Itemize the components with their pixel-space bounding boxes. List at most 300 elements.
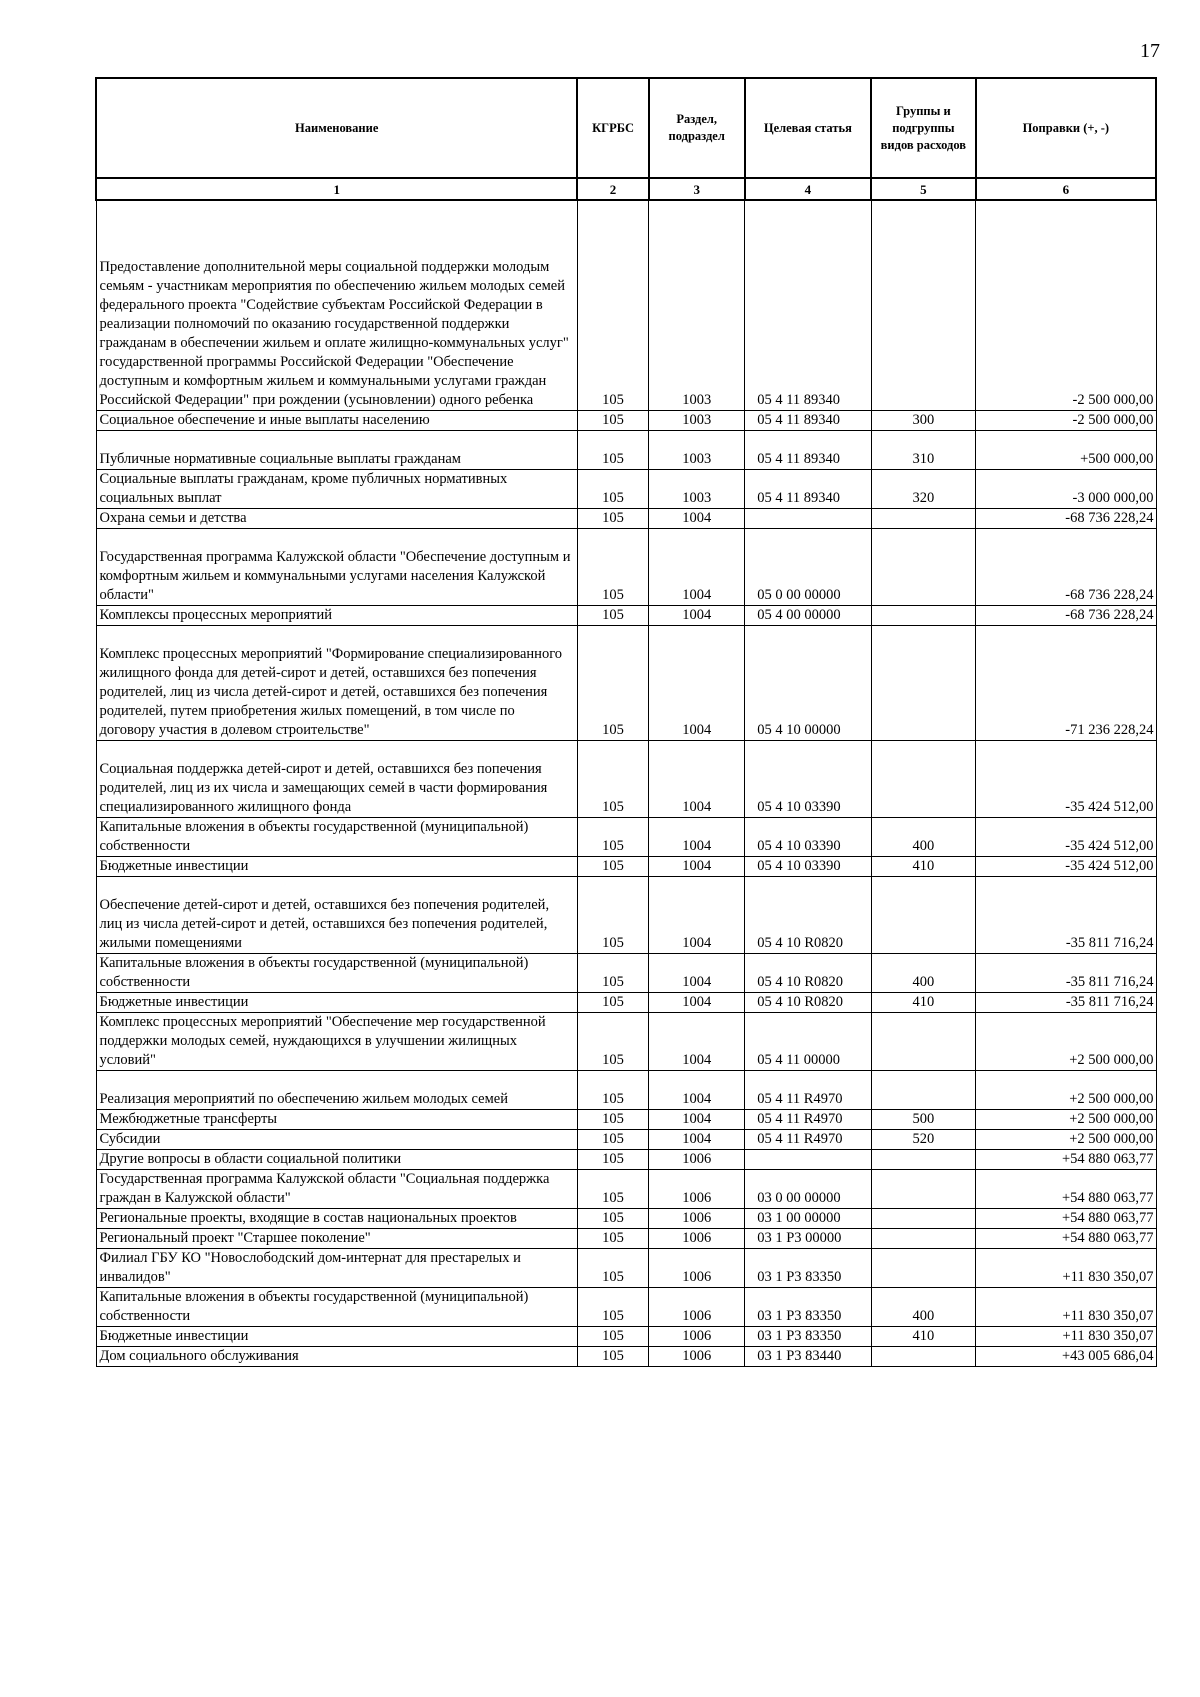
cell-kgrbs	[577, 529, 648, 606]
cell-razdel	[649, 818, 745, 857]
cell-text: Комплекс процессных мероприятий "Обеспечение мер государственной поддержки молодых семей, нуждающихся в улучшении жилищных условий"	[99, 1014, 546, 1068]
cell-text: 410	[912, 858, 935, 874]
cell-name	[96, 741, 577, 818]
cell-amount	[976, 857, 1156, 877]
cell-text: Капитальные вложения в объекты государственной (муниципальной) собственности	[99, 819, 529, 854]
cell-text: -71 236 228,24	[1065, 722, 1154, 738]
cell-text: 05 0 00 00000	[757, 587, 841, 603]
cell-text: 05 4 11 89340	[757, 392, 841, 408]
column-number-row	[96, 178, 1156, 200]
cell-razdel	[649, 200, 745, 411]
cell-text: 1003	[682, 412, 712, 428]
cell-text: Региональный проект "Старшее поколение"	[99, 1230, 371, 1246]
cell-text: 500	[912, 1111, 935, 1127]
cell-cel	[745, 993, 871, 1013]
cell-razdel	[649, 1249, 745, 1288]
cell-amount	[976, 993, 1156, 1013]
cell-razdel	[649, 626, 745, 741]
cell-text: 1004	[682, 799, 712, 815]
table-row	[96, 1249, 1156, 1288]
cell-text: 1006	[682, 1308, 712, 1324]
cell-cel	[745, 1071, 871, 1110]
cell-text: 05 4 11 R4970	[757, 1091, 843, 1107]
cell-text: 05 4 11 89340	[757, 412, 841, 428]
cell-text: 05 4 10 R0820	[757, 994, 844, 1010]
table-row	[96, 1170, 1156, 1209]
cell-amount	[976, 1130, 1156, 1150]
cell-vid	[871, 954, 976, 993]
cell-text: 03 1 P3 83440	[757, 1348, 842, 1364]
cell-cel	[745, 741, 871, 818]
cell-amount	[976, 606, 1156, 626]
cell-text: Капитальные вложения в объекты государственной (муниципальной) собственности	[99, 955, 529, 990]
cell-text: 1004	[682, 510, 712, 526]
cell-text: Предоставление дополнительной меры социальной поддержки молодым семьям - участникам мероприятия по обеспечению жильем молодых семей федерального проекта "Содействие субъектам Российской Федерации в реализации полномочий по оказанию государственной поддержки гражданам в обеспечении жильем и оплате жилищно-коммунальных услуг" государственной программы Российской Федерации "Обеспечение доступным и комфортным жильем и коммунальными услугами граждан Российской Федерации" при рождении (усыновлении) одного ребенка	[99, 259, 569, 408]
cell-vid	[871, 411, 976, 431]
cell-razdel	[649, 470, 745, 509]
cell-razdel	[649, 1229, 745, 1249]
cell-text: -35 424 512,00	[1065, 799, 1154, 815]
cell-text: 1006	[682, 1190, 712, 1206]
header-cel: Целевая статья	[745, 78, 871, 178]
cell-text: -35 811 716,24	[1065, 994, 1154, 1010]
cell-text: 05 4 10 R0820	[757, 974, 844, 990]
cell-name	[96, 954, 577, 993]
cell-razdel	[649, 1347, 745, 1367]
cell-name	[96, 1229, 577, 1249]
cell-text: 105	[602, 799, 624, 815]
cell-amount	[976, 1347, 1156, 1367]
cell-text: +11 830 350,07	[1062, 1308, 1154, 1324]
cell-text: Региональные проекты, входящие в состав национальных проектов	[99, 1210, 517, 1226]
table-row	[96, 606, 1156, 626]
cell-name	[96, 529, 577, 606]
cell-name	[96, 857, 577, 877]
cell-text: 1003	[682, 490, 712, 506]
cell-amount	[976, 818, 1156, 857]
cell-text: 105	[602, 1091, 624, 1107]
cell-text: 1004	[682, 935, 712, 951]
cell-razdel	[649, 1170, 745, 1209]
cell-text: Другие вопросы в области социальной политики	[99, 1151, 402, 1167]
cell-vid	[871, 857, 976, 877]
table-row	[96, 877, 1156, 954]
cell-text: Бюджетные инвестиции	[99, 1328, 249, 1344]
cell-text: 1004	[682, 974, 712, 990]
cell-cel	[745, 1347, 871, 1367]
cell-kgrbs	[577, 1071, 648, 1110]
column-number: 5	[871, 178, 976, 200]
cell-name	[96, 411, 577, 431]
cell-text: 03 1 P3 83350	[757, 1308, 842, 1324]
cell-amount	[976, 954, 1156, 993]
cell-name	[96, 1130, 577, 1150]
cell-amount	[976, 877, 1156, 954]
column-number: 3	[649, 178, 745, 200]
cell-kgrbs	[577, 470, 648, 509]
cell-text: 1006	[682, 1230, 712, 1246]
cell-name	[96, 1288, 577, 1327]
cell-kgrbs	[577, 509, 648, 529]
cell-text: 05 4 11 89340	[757, 451, 841, 467]
cell-text: Бюджетные инвестиции	[99, 858, 249, 874]
cell-text: 105	[602, 1131, 624, 1147]
cell-vid	[871, 626, 976, 741]
cell-text: Комплексы процессных мероприятий	[99, 607, 332, 623]
cell-text: 105	[602, 858, 624, 874]
cell-name	[96, 877, 577, 954]
cell-amount	[976, 529, 1156, 606]
cell-text: 105	[602, 1269, 624, 1285]
cell-text: -35 811 716,24	[1065, 935, 1154, 951]
cell-amount	[976, 411, 1156, 431]
cell-text: 1006	[682, 1210, 712, 1226]
cell-vid	[871, 1347, 976, 1367]
cell-razdel	[649, 993, 745, 1013]
cell-vid	[871, 529, 976, 606]
cell-amount	[976, 1013, 1156, 1071]
header-vid: Группы и подгруппы видов расходов	[871, 78, 976, 178]
cell-vid	[871, 431, 976, 470]
cell-kgrbs	[577, 954, 648, 993]
cell-text: Дом социального обслуживания	[99, 1348, 299, 1364]
cell-razdel	[649, 954, 745, 993]
cell-cel	[745, 1150, 871, 1170]
cell-text: 105	[602, 1190, 624, 1206]
cell-amount	[976, 1327, 1156, 1347]
cell-name	[96, 470, 577, 509]
table-row	[96, 411, 1156, 431]
cell-text: 05 4 10 03390	[757, 858, 841, 874]
cell-razdel	[649, 431, 745, 470]
cell-kgrbs	[577, 741, 648, 818]
page-number: 17	[1140, 40, 1160, 62]
table-row	[96, 954, 1156, 993]
cell-razdel	[649, 1110, 745, 1130]
cell-razdel	[649, 509, 745, 529]
cell-text: Государственная программа Калужской области "Обеспечение доступным и комфортным жильем и коммунальными услугами населения Калужской области"	[99, 549, 571, 603]
cell-vid	[871, 1130, 976, 1150]
table-row	[96, 509, 1156, 529]
cell-cel	[745, 1327, 871, 1347]
cell-text: -2 500 000,00	[1072, 392, 1154, 408]
cell-vid	[871, 470, 976, 509]
cell-text: 03 0 00 00000	[757, 1190, 841, 1206]
cell-text: 520	[912, 1131, 935, 1147]
cell-text: 410	[912, 994, 935, 1010]
cell-text: Обеспечение детей-сирот и детей, оставшихся без попечения родителей, лиц из числа детей-сирот и детей, оставшихся без попечения родителей, жилыми помещениями	[99, 897, 550, 951]
cell-vid	[871, 877, 976, 954]
table-row	[96, 1013, 1156, 1071]
cell-vid	[871, 1170, 976, 1209]
cell-cel	[745, 857, 871, 877]
header-name: Наименование	[96, 78, 577, 178]
cell-cel	[745, 1229, 871, 1249]
cell-name	[96, 431, 577, 470]
column-number: 6	[976, 178, 1156, 200]
cell-kgrbs	[577, 1170, 648, 1209]
cell-name	[96, 1347, 577, 1367]
cell-cel	[745, 509, 871, 529]
table-row	[96, 1130, 1156, 1150]
cell-text: +2 500 000,00	[1069, 1131, 1154, 1147]
cell-text: 03 1 00 00000	[757, 1210, 841, 1226]
cell-text: -68 736 228,24	[1065, 607, 1154, 623]
cell-text: Субсидии	[99, 1131, 161, 1147]
cell-text: 1006	[682, 1328, 712, 1344]
cell-cel	[745, 954, 871, 993]
cell-text: 105	[602, 1328, 624, 1344]
cell-razdel	[649, 1130, 745, 1150]
cell-razdel	[649, 1071, 745, 1110]
cell-text: Филиал ГБУ КО "Новослободский дом-интернат для престарелых и инвалидов"	[99, 1250, 521, 1285]
cell-text: 05 4 11 R4970	[757, 1111, 843, 1127]
cell-vid	[871, 741, 976, 818]
cell-text: 400	[912, 838, 935, 854]
cell-text: -35 424 512,00	[1065, 838, 1154, 854]
cell-text: 105	[602, 1210, 624, 1226]
cell-kgrbs	[577, 1347, 648, 1367]
cell-text: +54 880 063,77	[1061, 1210, 1154, 1226]
table-row	[96, 1209, 1156, 1229]
cell-text: 105	[602, 994, 624, 1010]
cell-text: 105	[602, 1230, 624, 1246]
column-number: 1	[96, 178, 577, 200]
cell-text: 1006	[682, 1151, 712, 1167]
cell-kgrbs	[577, 877, 648, 954]
cell-text: 1004	[682, 858, 712, 874]
cell-text: 310	[912, 451, 935, 467]
cell-text: Межбюджетные трансферты	[99, 1111, 278, 1127]
cell-amount	[976, 509, 1156, 529]
cell-name	[96, 818, 577, 857]
cell-kgrbs	[577, 200, 648, 411]
cell-kgrbs	[577, 1229, 648, 1249]
cell-razdel	[649, 411, 745, 431]
cell-cel	[745, 200, 871, 411]
cell-text: Комплекс процессных мероприятий "Формирование специализированного жилищного фонда для детей-сирот и детей, оставшихся без попечения родителей, лиц из числа детей-сирот и детей, оставшихся без попечения родителей, путем приобретения жилых помещений, в том числе по договору участия в долевом строительстве"	[99, 646, 563, 738]
cell-text: 105	[602, 838, 624, 854]
cell-name	[96, 606, 577, 626]
cell-kgrbs	[577, 818, 648, 857]
table-header-row	[96, 78, 1156, 178]
cell-text: +2 500 000,00	[1069, 1091, 1154, 1107]
table-row	[96, 857, 1156, 877]
cell-name	[96, 1249, 577, 1288]
table-row	[96, 431, 1156, 470]
cell-cel	[745, 877, 871, 954]
cell-amount	[976, 626, 1156, 741]
cell-kgrbs	[577, 1288, 648, 1327]
cell-text: 05 4 11 R4970	[757, 1131, 843, 1147]
cell-vid	[871, 1071, 976, 1110]
cell-text: 1004	[682, 587, 712, 603]
cell-name	[96, 1170, 577, 1209]
cell-text: +11 830 350,07	[1062, 1328, 1154, 1344]
table-row	[96, 1071, 1156, 1110]
cell-text: 105	[602, 1151, 624, 1167]
cell-cel	[745, 431, 871, 470]
table-row	[96, 1327, 1156, 1347]
cell-text: 105	[602, 974, 624, 990]
cell-kgrbs	[577, 1249, 648, 1288]
cell-kgrbs	[577, 1327, 648, 1347]
header-amount: Поправки (+, -)	[976, 78, 1156, 178]
cell-text: 105	[602, 1348, 624, 1364]
cell-text: -68 736 228,24	[1065, 587, 1154, 603]
cell-text: 105	[602, 392, 624, 408]
cell-amount	[976, 1071, 1156, 1110]
table-row	[96, 741, 1156, 818]
cell-text: 105	[602, 587, 624, 603]
cell-text: Социальная поддержка детей-сирот и детей, оставшихся без попечения родителей, лиц из их числа и замещающих семей в части формирования специализированного жилищного фонда	[99, 761, 548, 815]
cell-text: +54 880 063,77	[1061, 1190, 1154, 1206]
cell-name	[96, 509, 577, 529]
table-row	[96, 200, 1156, 411]
cell-vid	[871, 1110, 976, 1130]
cell-text: 05 4 11 00000	[757, 1052, 841, 1068]
cell-text: 1004	[682, 994, 712, 1010]
cell-text: 1004	[682, 1131, 712, 1147]
cell-text: 300	[912, 412, 935, 428]
cell-kgrbs	[577, 857, 648, 877]
table-row	[96, 1288, 1156, 1327]
cell-razdel	[649, 606, 745, 626]
cell-cel	[745, 1110, 871, 1130]
cell-kgrbs	[577, 1110, 648, 1130]
cell-vid	[871, 993, 976, 1013]
cell-cel	[745, 1013, 871, 1071]
cell-text: -35 424 512,00	[1065, 858, 1154, 874]
cell-text: Государственная программа Калужской области "Социальная поддержка граждан в Калужской области"	[99, 1171, 550, 1206]
table-row	[96, 1110, 1156, 1130]
cell-text: 05 4 10 R0820	[757, 935, 844, 951]
cell-text: Публичные нормативные социальные выплаты гражданам	[99, 451, 461, 467]
cell-razdel	[649, 741, 745, 818]
header-razdel: Раздел, подраздел	[649, 78, 745, 178]
cell-text: 05 4 10 03390	[757, 838, 841, 854]
cell-text: 05 4 10 03390	[757, 799, 841, 815]
cell-amount	[976, 1229, 1156, 1249]
cell-amount	[976, 741, 1156, 818]
cell-text: 05 4 11 89340	[757, 490, 841, 506]
cell-name	[96, 1327, 577, 1347]
cell-vid	[871, 1249, 976, 1288]
cell-text: 105	[602, 412, 624, 428]
cell-text: 03 1 P3 83350	[757, 1328, 842, 1344]
cell-kgrbs	[577, 1150, 648, 1170]
cell-text: 05 4 00 00000	[757, 607, 841, 623]
cell-razdel	[649, 1288, 745, 1327]
cell-kgrbs	[577, 411, 648, 431]
budget-amendments-table	[95, 77, 1157, 1367]
table-row	[96, 529, 1156, 606]
cell-text: 105	[602, 451, 624, 467]
cell-text: 320	[912, 490, 935, 506]
cell-text: 1004	[682, 1091, 712, 1107]
cell-vid	[871, 200, 976, 411]
cell-text: +43 005 686,04	[1061, 1348, 1154, 1364]
cell-amount	[976, 1249, 1156, 1288]
cell-text: 1003	[682, 451, 712, 467]
cell-text: +2 500 000,00	[1069, 1052, 1154, 1068]
cell-text: 105	[602, 1052, 624, 1068]
cell-kgrbs	[577, 626, 648, 741]
table-row	[96, 993, 1156, 1013]
cell-amount	[976, 200, 1156, 411]
cell-vid	[871, 606, 976, 626]
cell-text: -68 736 228,24	[1065, 510, 1154, 526]
cell-text: -35 811 716,24	[1065, 974, 1154, 990]
cell-vid	[871, 1209, 976, 1229]
cell-text: 105	[602, 722, 624, 738]
cell-text: Социальное обеспечение и иные выплаты населению	[99, 412, 430, 428]
cell-cel	[745, 1249, 871, 1288]
cell-text: 1004	[682, 1111, 712, 1127]
cell-razdel	[649, 1327, 745, 1347]
cell-text: 1003	[682, 392, 712, 408]
cell-text: 03 1 P3 00000	[757, 1230, 842, 1246]
cell-vid	[871, 509, 976, 529]
cell-text: 1006	[682, 1348, 712, 1364]
cell-razdel	[649, 1209, 745, 1229]
cell-vid	[871, 1013, 976, 1071]
cell-amount	[976, 1170, 1156, 1209]
cell-text: 03 1 P3 83350	[757, 1269, 842, 1285]
cell-text: +2 500 000,00	[1069, 1111, 1154, 1127]
cell-cel	[745, 1130, 871, 1150]
cell-cel	[745, 818, 871, 857]
cell-cel	[745, 626, 871, 741]
cell-amount	[976, 1110, 1156, 1130]
column-number: 2	[577, 178, 648, 200]
cell-cel	[745, 1288, 871, 1327]
cell-text: Охрана семьи и детства	[99, 510, 247, 526]
cell-razdel	[649, 1013, 745, 1071]
cell-vid	[871, 1229, 976, 1249]
cell-text: Бюджетные инвестиции	[99, 994, 249, 1010]
cell-text: 1004	[682, 722, 712, 738]
table-row	[96, 1229, 1156, 1249]
cell-text: +54 880 063,77	[1061, 1230, 1154, 1246]
cell-text: 105	[602, 510, 624, 526]
cell-text: +11 830 350,07	[1062, 1269, 1154, 1285]
cell-text: 400	[912, 974, 935, 990]
cell-vid	[871, 1150, 976, 1170]
cell-name	[96, 200, 577, 411]
cell-text: 1004	[682, 607, 712, 623]
cell-vid	[871, 1288, 976, 1327]
cell-text: +500 000,00	[1080, 451, 1154, 467]
cell-text: -3 000 000,00	[1072, 490, 1154, 506]
column-number: 4	[745, 178, 871, 200]
cell-cel	[745, 606, 871, 626]
cell-amount	[976, 1288, 1156, 1327]
cell-amount	[976, 431, 1156, 470]
cell-name	[96, 1150, 577, 1170]
cell-name	[96, 1110, 577, 1130]
cell-text: 1004	[682, 1052, 712, 1068]
cell-text: 105	[602, 1111, 624, 1127]
cell-text: 105	[602, 490, 624, 506]
cell-text: 1006	[682, 1269, 712, 1285]
cell-text: +54 880 063,77	[1061, 1151, 1154, 1167]
cell-razdel	[649, 529, 745, 606]
cell-kgrbs	[577, 431, 648, 470]
cell-cel	[745, 411, 871, 431]
cell-name	[96, 993, 577, 1013]
cell-kgrbs	[577, 993, 648, 1013]
